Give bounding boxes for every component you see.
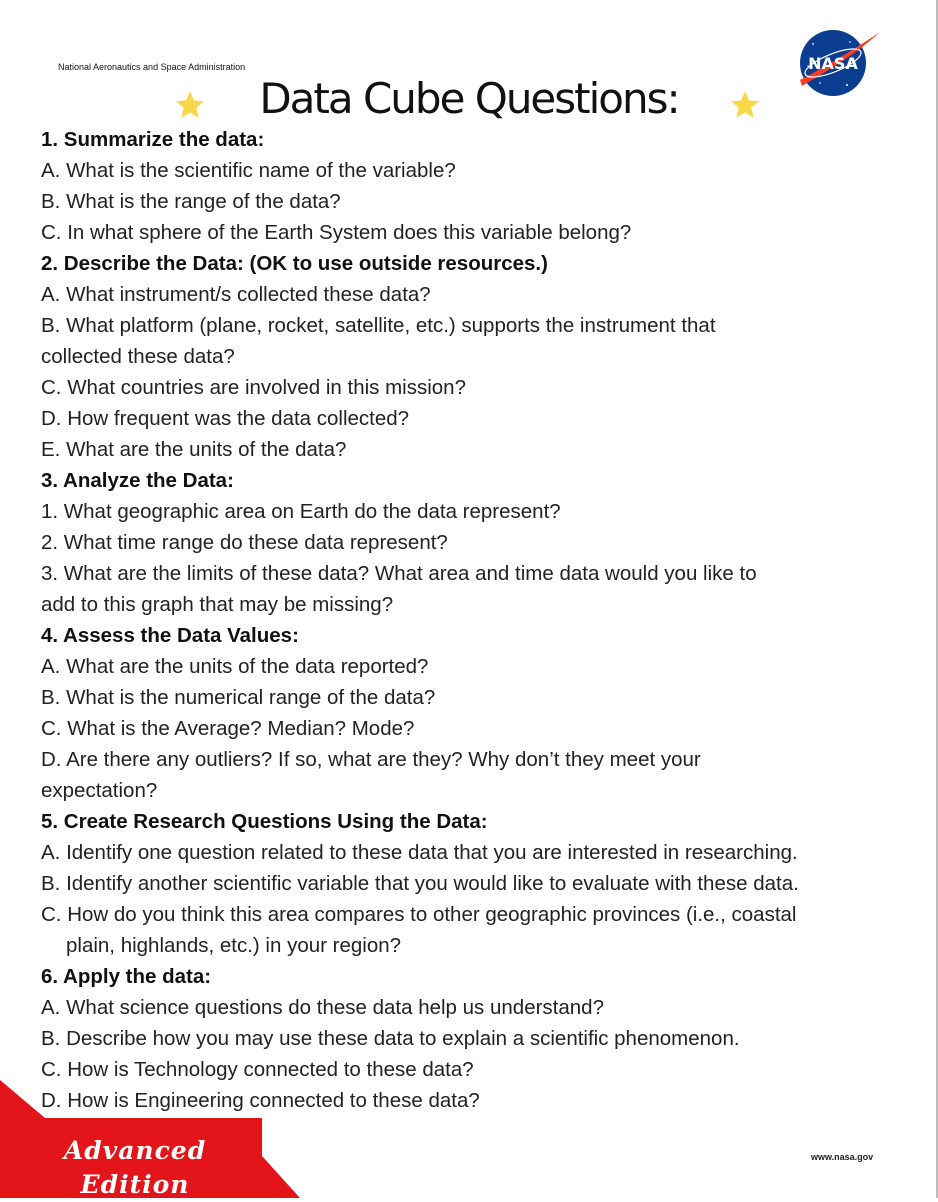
question-line: C. In what sphere of the Earth System does this variable belong? bbox=[41, 221, 632, 244]
question-line: 1. What geographic area on Earth do the data represent? bbox=[41, 500, 561, 523]
question-line: A. Identify one question related to these data that you are interested in researching. bbox=[41, 841, 798, 864]
question-line: B. Identify another scientific variable that you would like to evaluate with these data. bbox=[41, 872, 799, 895]
agency-name: National Aeronautics and Space Administration bbox=[58, 62, 246, 72]
page-title: Data Cube Questions: bbox=[259, 74, 679, 123]
edition-line-2: Edition bbox=[80, 1170, 190, 1199]
question-line: collected these data? bbox=[41, 345, 235, 368]
question-line: A. What is the scientific name of the variable? bbox=[41, 159, 456, 182]
section-heading: 3. Analyze the Data: bbox=[41, 469, 234, 492]
question-line: 2. What time range do these data represent? bbox=[41, 531, 448, 554]
question-line: A. What science questions do these data help us understand? bbox=[41, 996, 604, 1019]
question-line: plain, highlands, etc.) in your region? bbox=[66, 934, 402, 957]
question-line: D. Are there any outliers? If so, what are they? Why don’t they meet your bbox=[41, 748, 701, 771]
section-heading: 6. Apply the data: bbox=[41, 965, 212, 988]
question-line: D. How is Engineering connected to these data? bbox=[41, 1089, 480, 1112]
svg-text:NASA: NASA bbox=[808, 54, 858, 73]
question-line: expectation? bbox=[41, 779, 158, 802]
section-heading: 4. Assess the Data Values: bbox=[41, 624, 299, 647]
question-line: C. What countries are involved in this mission? bbox=[41, 376, 466, 399]
question-line: E. What are the units of the data? bbox=[41, 438, 347, 461]
star-icon bbox=[729, 89, 761, 121]
section-heading: 2. Describe the Data: (OK to use outside resources.) bbox=[41, 252, 548, 275]
question-line: B. What is the numerical range of the data? bbox=[41, 686, 436, 709]
edition-label bbox=[30, 1134, 240, 1202]
question-line: B. What platform (plane, rocket, satellite, etc.) supports the instrument that bbox=[41, 314, 716, 337]
question-line: C. What is the Average? Median? Mode? bbox=[41, 717, 415, 740]
website-url: www.nasa.gov bbox=[811, 1152, 874, 1162]
question-line: D. How frequent was the data collected? bbox=[41, 407, 410, 430]
question-line: A. What instrument/s collected these data? bbox=[41, 283, 431, 306]
question-line: B. What is the range of the data? bbox=[41, 190, 341, 213]
question-line: C. How is Technology connected to these data? bbox=[41, 1058, 474, 1081]
question-line: add to this graph that may be missing? bbox=[41, 593, 394, 616]
nasa-logo bbox=[798, 30, 880, 100]
question-line: A. What are the units of the data reported? bbox=[41, 655, 429, 678]
section-heading: 5. Create Research Questions Using the Data: bbox=[41, 810, 488, 833]
question-line: 3. What are the limits of these data? What area and time data would you like to bbox=[41, 562, 757, 585]
question-list bbox=[41, 124, 901, 1116]
section-heading: 1. Summarize the data: bbox=[41, 128, 265, 151]
edition-line-1: Advanced bbox=[63, 1136, 207, 1165]
question-line: C. How do you think this area compares to other geographic provinces (i.e., coastal bbox=[41, 903, 797, 926]
question-line: B. Describe how you may use these data to explain a scientific phenomenon. bbox=[41, 1027, 740, 1050]
